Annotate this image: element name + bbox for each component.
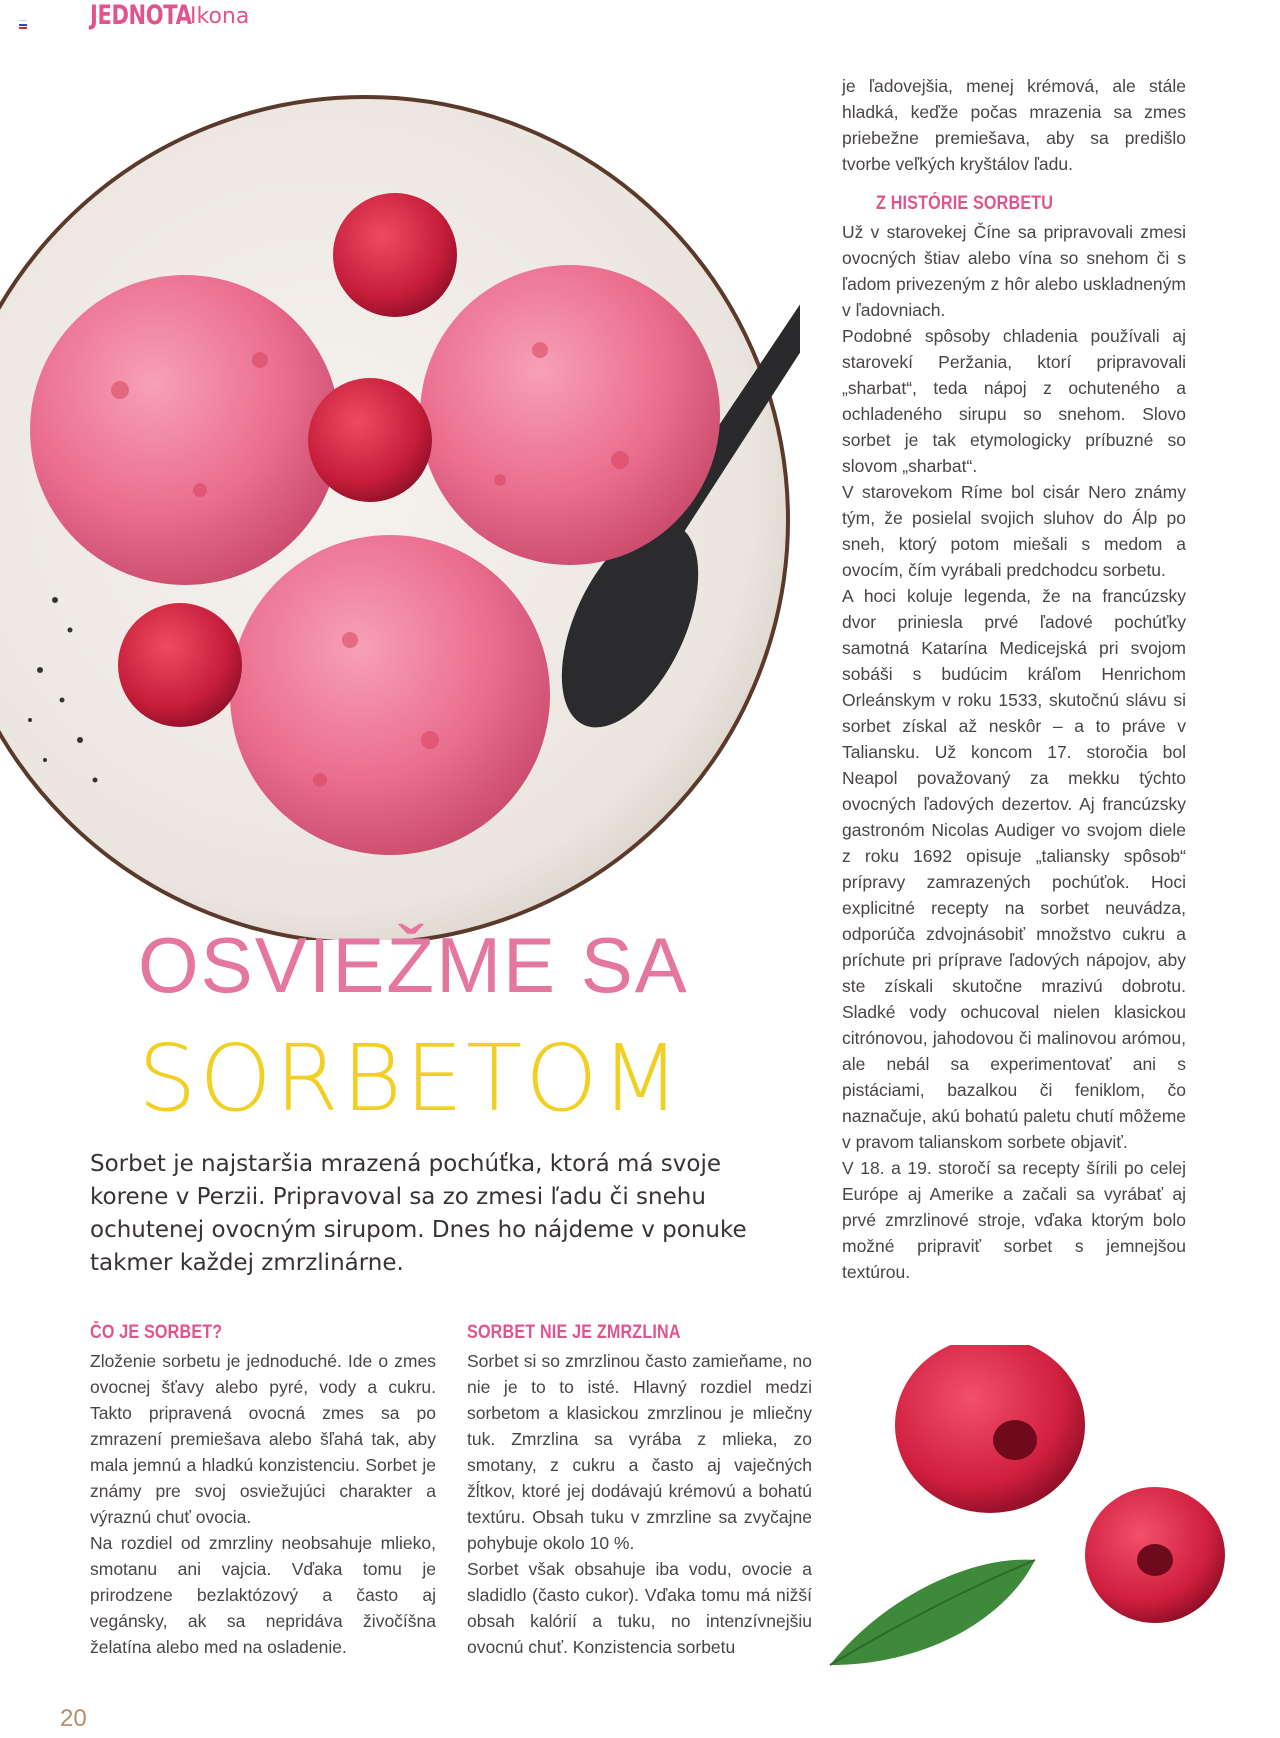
section-sorbet-not-ice-cream	[467, 1320, 812, 1660]
paragraph: A hoci koluje legenda, že na francúzsky dvor priniesla prvé ľadové pochúťky samotná Katarína Medicejská pri svojom sobáši s budúcim kráľom Henrichom Orleánskym v roku 1533, skutočnú slávu si sorbet získal až neskôr – a to práve v Taliansku. Už koncom 17. storočia bol Neapol považovaný za mekku týchto ovocných ľadových dezertov. Aj francúzsky gastronóm Nicolas Audiger vo svojom diele z roku 1692 opisuje „taliansky spôsob“ prípravy zamrazených pochúťok. Hoci explicitné recepty na sorbet neuvádza, odporúča zdvojnásobiť množstvo cukru a príchute pri príprave ľadových nápojov, aby ste získali skutočne mrazivú dobrotu. Sladké vody ochucoval nielen klasickou citrónovou, jahodovou či malinovou arómou, ale nebál sa experimentovať ani s pistáciami, bazalkou či feniklom, čo naznačuje, akú bohatú paletu chutí môžeme v pravom talianskom sorbete objaviť.	[842, 586, 1186, 1152]
paragraph: Zloženie sorbetu je jednoduché. Ide o zmes ovocnej šťavy alebo pyré, vody a cukru. Takto pripravená ovocná zmes sa po zmrazení premiešava alebo šľahá tak, aby mala jemnú a hladkú konzistenciu. Sorbet je známy pre svoj osviežujúci charakter a výraznú chuť ovocia.	[90, 1351, 436, 1527]
paragraph: Na rozdiel od zmrzliny neobsahuje mlieko, smotanu ani vajcia. Vďaka tomu je prirodzene bezlaktózový a často aj vegánsky, ak sa nepridáva živočíšna želatína alebo med na osladenie.	[90, 1533, 436, 1657]
section-label: Ikona	[190, 4, 250, 29]
section-what-is-sorbet	[90, 1320, 436, 1660]
lead-paragraph: Sorbet je najstaršia mrazená pochúťka, ktorá má svoje korene v Perzii. Pripravoval sa zo zmesi ľadu či snehu ochutenej ovocným sirupom. Dnes ho nájdeme v ponuke takmer každej zmrzlinárne.	[90, 1151, 747, 1276]
paragraph: V 18. a 19. storočí sa recepty šírili po celej Európe aj Amerike a začali sa vyrábať aj prvé zmrzlinové stroje, vďaka ktorým bolo možné pripraviť sorbet s jemnejšou textúrou.	[842, 1158, 1186, 1282]
page-number: 20	[60, 1705, 87, 1732]
paragraph: je ľadovejšia, menej krémová, ale stále hladká, keďže počas mrazenia sa zmes priebežne premiešava, aby sa predišlo tvorbe veľkých kryštálov ľadu.	[842, 76, 1186, 174]
brand-logo: JEDNOTA	[90, 0, 192, 31]
page-title-line2: SORBETOM	[138, 1025, 684, 1132]
flag-icon	[19, 20, 27, 27]
paragraph: Sorbet však obsahuje iba vodu, ovocie a sladidlo (často cukor). Vďaka tomu má nižší obsah kalórií a tuku, no intenzívnejšiu ovocnú chuť. Konzistencia sorbetu	[467, 1559, 812, 1657]
paragraph: V starovekom Ríme bol cisár Nero známy tým, že posielal svojich sluhov do Álp po sneh, ktorý potom miešali s medom a ovocím, čím vyrábali predchodcu sorbetu.	[842, 482, 1186, 580]
sorbet-bowl-image	[0, 40, 800, 940]
paragraph: Už v starovekej Číne sa pripravovali zmesi ovocných štiav alebo vína so snehom či s ľadom privezeným z hôr alebo uskladneným v ľadovniach.	[842, 222, 1186, 320]
section-history	[842, 73, 1186, 1285]
section-heading: Z HISTÓRIE SORBETU	[876, 193, 1054, 214]
page-title-line1: OSVIEŽME SA	[138, 921, 689, 1009]
paragraph: Sorbet si so zmrzlinou často zamieňame, no nie je to to isté. Hlavný rozdiel medzi sorbetom a klasickou zmrzlinou je mliečny tuk. Zmrzlina sa vyrába z mlieka, zo smotany, z cukru a často aj vaječných žĺtkov, ktoré jej dodávajú krémovú a bohatú textúru. Obsah tuku v zmrzline sa zvyčajne pohybuje okolo 10 %.	[467, 1351, 812, 1553]
section-heading: SORBET NIE JE ZMRZLINA	[467, 1322, 681, 1343]
raspberries-image	[825, 1345, 1245, 1685]
section-heading: ČO JE SORBET?	[90, 1322, 223, 1343]
paragraph: Podobné spôsoby chladenia používali aj starovekí Peržania, ktorí pripravovali „sharbat“, teda nápoj z ochuteného a ochladeného sirupu so snehom. Slovo sorbet je tak etymologicky príbuzné so slovom „sharbat“.	[842, 326, 1186, 476]
